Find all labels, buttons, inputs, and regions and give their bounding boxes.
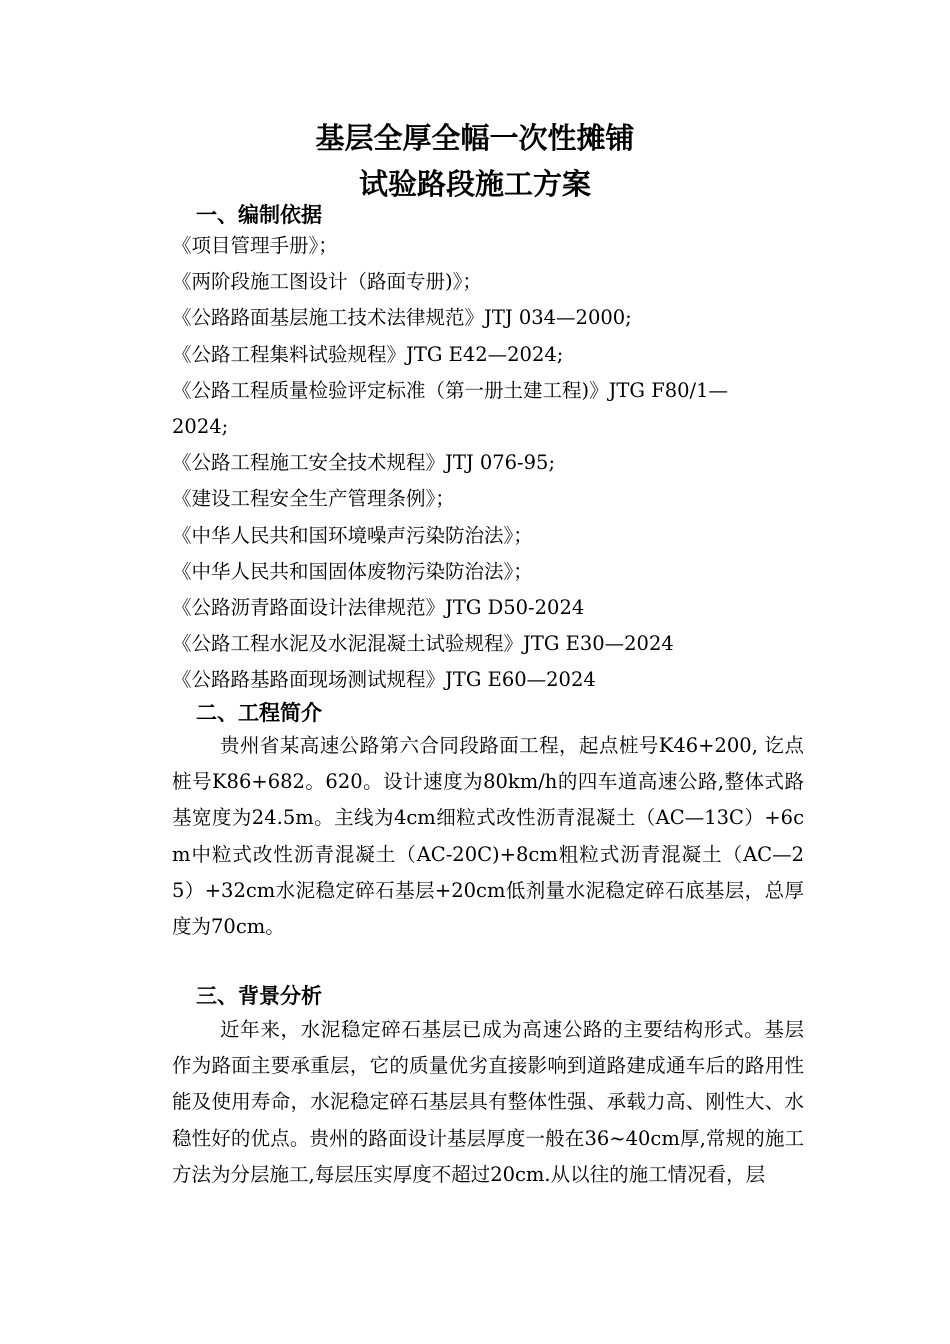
document-title: 基层全厚全幅一次性摊铺 bbox=[315, 121, 635, 155]
reference-item: 《公路路面基层施工技术法律规范》JTJ 034—2000; bbox=[172, 306, 632, 330]
reference-item: 《建设工程安全生产管理条例》； bbox=[172, 487, 455, 511]
background-paragraph: 近年来，水泥稳定碎石基层已成为高速公路的主要结构形式。基层作为路面主要承重层，它的质量优劣直接影响到道路建成通车后的路用性能及使用寿命，水泥稳定碎石基层具有整体性强、承载力高、刚性大、水稳性好的优点。贵州的路面设计基层厚度一般在36~40cm厚,常规的施工方法为分层施工,每层压实厚度不超过20cm.从以往的施工情况看，层 bbox=[172, 1018, 804, 1186]
reference-item: 《项目管理手册》； bbox=[172, 234, 338, 257]
project-overview-paragraph: 贵州省某高速公路第六合同段路面工程，起点桩号K46+200, 讫点桩号K86+682。620。设计速度为80km/h的四车道高速公路,整体式路基宽度为24.5m。主线为4cm细粒式改性沥青混凝土（AC—13C）+6cm中粒式改性沥青混凝土（AC-20C)+8cm粗粒式沥青混凝土（AC—25）+32cm水泥稳定碎石基层+20cm低剂量水泥稳定碎石底基层，总厚度为70cm。 bbox=[172, 734, 804, 939]
reference-item: 《公路工程质量检验评定标准（第一册土建工程)》JTG F80/1—2024; bbox=[172, 378, 729, 439]
section-heading-background: 三、背景分析 bbox=[196, 984, 322, 1008]
document-subtitle: 试验路段施工方案 bbox=[358, 167, 591, 201]
reference-item: 《公路沥青路面设计法律规范》JTG D50-2024 bbox=[172, 596, 585, 620]
section-heading-overview: 二、工程简介 bbox=[196, 701, 322, 725]
reference-item: 《中华人民共和国环境噪声污染防治法》； bbox=[172, 523, 533, 547]
reference-item: 《中华人民共和国固体废物污染防治法》； bbox=[172, 559, 533, 583]
section-heading-basis: 一、编制依据 bbox=[196, 203, 322, 227]
reference-item: 《公路工程水泥及水泥混凝土试验规程》JTG E30—2024 bbox=[172, 632, 674, 656]
reference-item: 《公路工程施工安全技术规程》JTJ 076-95; bbox=[172, 451, 556, 475]
reference-item: 《两阶段施工图设计（路面专册)》； bbox=[172, 270, 482, 294]
reference-item: 《公路工程集料试验规程》JTG E42—2024; bbox=[172, 342, 564, 366]
reference-list bbox=[172, 228, 812, 699]
reference-item: 《公路路基路面现场测试规程》JTG E60—2024 bbox=[172, 668, 596, 692]
